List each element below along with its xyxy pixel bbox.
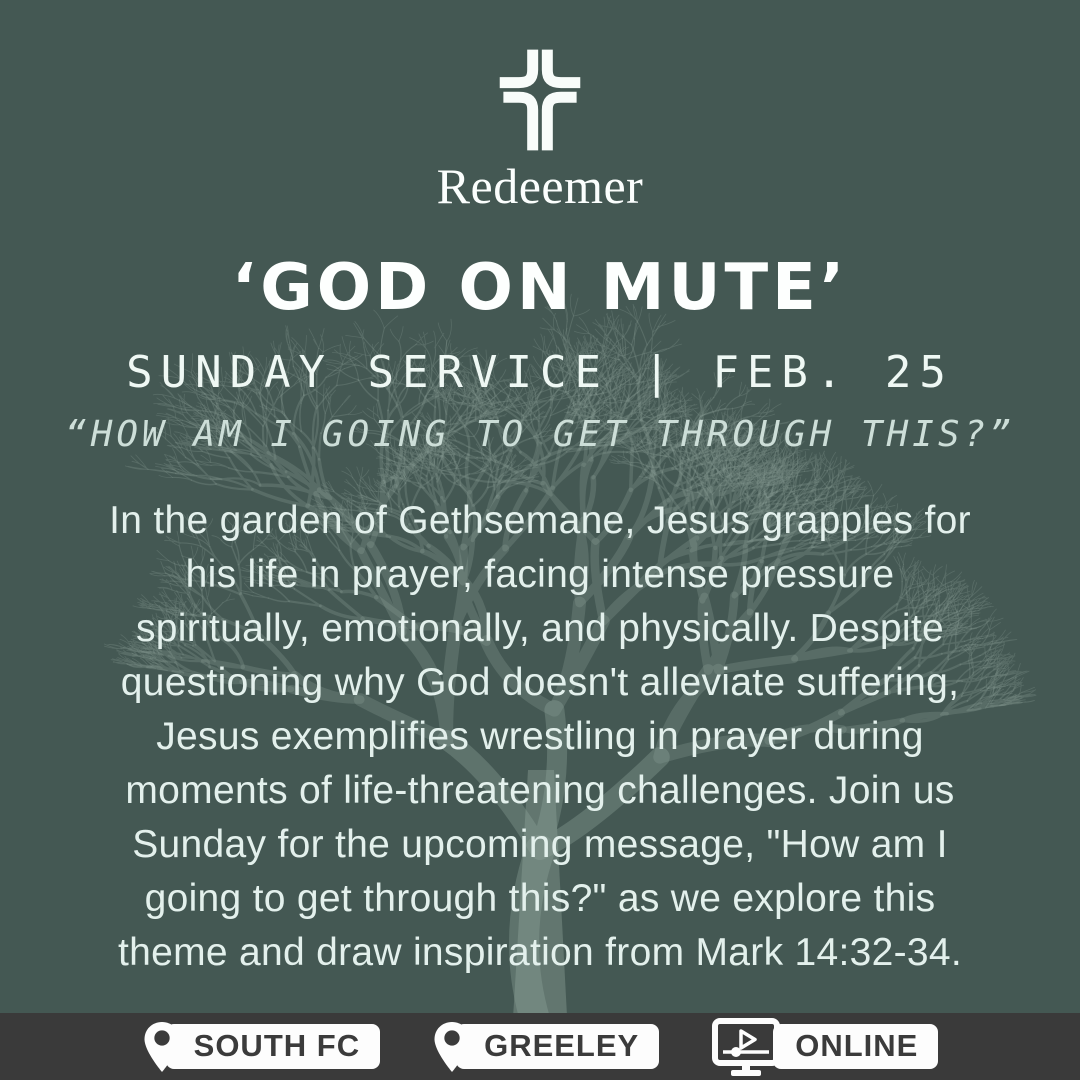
livestream-monitor-icon bbox=[711, 1018, 783, 1076]
location-badge-greeley bbox=[432, 1020, 659, 1074]
cross-icon bbox=[494, 46, 586, 154]
description-line: In the garden of Gethsemane, Jesus grapples for bbox=[109, 499, 971, 542]
description-line: Jesus exemplifies wrestling in prayer during bbox=[156, 715, 924, 758]
description-line: theme and draw inspiration from Mark 14:32-34. bbox=[117, 931, 963, 974]
locations-bar bbox=[0, 1013, 1080, 1080]
description-line: moments of life-threatening challenges. Join us bbox=[125, 769, 955, 812]
brand-name: Redeemer bbox=[436, 158, 644, 214]
message-title-quote: “HOW AM I GOING TO GET THROUGH THIS?” bbox=[65, 414, 1015, 455]
location-pin-icon bbox=[432, 1020, 472, 1074]
description-line: spiritually, emotionally, and physically. Despite bbox=[135, 607, 945, 650]
location-badge-south-fc bbox=[142, 1020, 380, 1074]
sermon-series-title: ‘GOD ON MUTE’ bbox=[231, 251, 849, 325]
description-line: his life in prayer, facing intense pressure bbox=[185, 553, 895, 596]
description-line: Sunday for the upcoming message, "How am I bbox=[132, 823, 948, 866]
description-line: going to get through this?" as we explore this bbox=[144, 877, 936, 920]
location-label: GREELEY bbox=[456, 1024, 659, 1069]
location-label: ONLINE bbox=[773, 1024, 938, 1069]
location-badge-online bbox=[711, 1018, 938, 1076]
description-line: questioning why God doesn't alleviate suffering, bbox=[120, 661, 960, 704]
content bbox=[0, 46, 1080, 980]
service-date-line: SUNDAY SERVICE | FEB. 25 bbox=[126, 347, 954, 398]
location-pin-icon bbox=[142, 1020, 182, 1074]
description-paragraph bbox=[0, 494, 1080, 980]
location-label: SOUTH FC bbox=[166, 1024, 380, 1069]
